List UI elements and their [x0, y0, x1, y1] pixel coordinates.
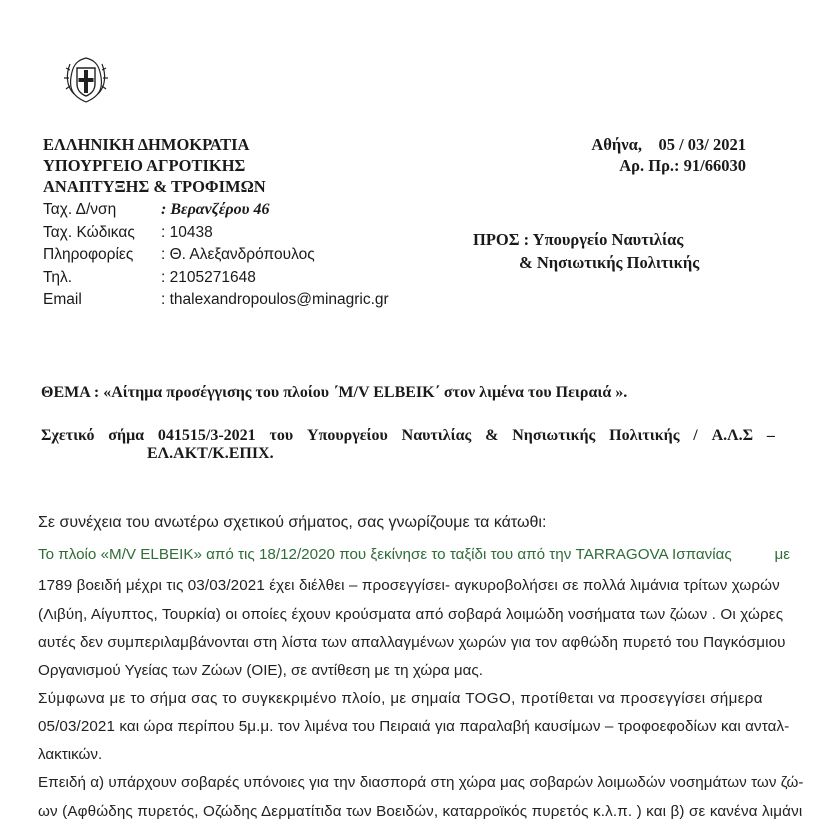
relation-word: 041515/3-2021 — [157, 427, 256, 444]
relation-word: Σχετικό — [41, 427, 95, 444]
detail-label: Πληροφορίες — [43, 246, 134, 263]
body-line: Επειδή α) υπάρχουν σοβαρές υπόνοιες για την διασπορά στη χώρα μας σοβαρών λοιμωδών νοσημάτων των ζώ- — [38, 774, 804, 791]
relation-word: Υπουργείου — [307, 427, 388, 444]
greek-coat-of-arms-icon — [58, 50, 114, 106]
body-line: Οργανισμού Υγείας των Ζώων (ΟΙΕ), σε αντίθεση με τη χώρα μας. — [38, 662, 483, 679]
detail-value: : 10438 — [161, 223, 213, 241]
date-block — [580, 134, 746, 176]
sender-line: ΑΝΑΠΤΥΞΗΣ & ΤΡΟΦΙΜΩΝ — [43, 177, 266, 196]
body-text: με — [774, 546, 790, 563]
detail-label: Email — [43, 291, 82, 308]
relation-word: Νησιωτικής — [512, 427, 596, 444]
relation-word: / — [693, 427, 698, 444]
body-line: ων (Αφθώδης πυρετός, Οζώδης Δερματίτιδα των Βοειδών, καταρροϊκός πυρετός κ.λ.π. ) και β) σε κανένα λιμάνι — [38, 803, 803, 820]
detail-label: Ταχ. Κώδικας — [43, 223, 135, 241]
relation-line — [41, 427, 775, 445]
relation-word: Πολιτικής — [609, 427, 680, 444]
detail-label: Τηλ. — [43, 268, 73, 286]
sender-line: ΕΛΛΗΝΙΚΗ ΔΗΜΟΚΡΑΤΙΑ — [43, 135, 250, 154]
relation-word: Α.Λ.Σ — [711, 427, 754, 444]
detail-value: : Βερανζέρου 46 — [161, 201, 270, 218]
relation-line: ΕΛ.ΑΚΤ/Κ.ΕΠΙΧ. — [147, 445, 274, 462]
recipient-block — [473, 228, 699, 274]
email-value: : thalexandropoulos@minagric.gr — [161, 291, 389, 308]
body-line: Σύμφωνα με το σήμα σας το συγκεκριμένο πλοίο, με σημαία TOGO, προτίθεται να προσεγγίσει σήμερα — [38, 690, 763, 707]
detail-value: : 2105271648 — [161, 268, 256, 286]
detail-row — [43, 222, 389, 245]
contact-details — [43, 199, 389, 312]
body-intro: Σε συνέχεια του ανωτέρω σχετικού σήματος, σας γνωρίζουμε τα κάτωθι: — [38, 514, 547, 531]
protocol-number: Αρ. Πρ.: 91/66030 — [619, 156, 746, 175]
body-line: (Λιβύη, Αίγυπτος, Τουρκία) οι οποίες έχουν κρούσματα από σοβαρά λοιμώδη νοσήματα των ζώων . Οι χώρες — [38, 606, 784, 623]
relation-word: Ναυτιλίας — [401, 427, 472, 444]
recipient-line: ΠΡΟΣ : Υπουργείο Ναυτιλίας — [473, 230, 684, 249]
body-line — [38, 546, 790, 563]
detail-row — [43, 289, 389, 312]
relation-word: σήμα — [108, 427, 145, 444]
body-text: Το πλοίο «M/V ELBEIK» από τις 18/12/2020 που ξεκίνησε το ταξίδι του από την TARRAGOVA Ισπανίας — [38, 546, 732, 563]
sender-block — [43, 134, 266, 197]
subject-line: ΘΕΜΑ : «Αίτημα προσέγγισης του πλοίου ΄M/V ELBEIK΄ στον λιμένα του Πειραιά ». — [41, 384, 628, 401]
body-line: αυτές δεν συμπεριλαμβάνονται στη λίστα των απαλλαγμένων χωρών για τον αφθώδη πυρετό του Παγκόσμιου — [38, 634, 786, 651]
relation-word: του — [269, 427, 294, 444]
date-line: Αθήνα, 05 / 03/ 2021 — [591, 135, 746, 154]
body-line: 05/03/2021 και ώρα περίπου 5μ.μ. τον λιμένα του Πειραιά για παραλαβή καυσίμων – τροφοεφοδίων και ανταλ- — [38, 718, 790, 735]
body-line: 1789 βοειδή μέχρι τις 03/03/2021 έχει διέλθει – προσεγγίσει- αγκυροβολήσει σε πολλά λιμάνια τρίτων χωρών — [38, 577, 780, 594]
detail-row — [43, 199, 389, 222]
detail-row — [43, 244, 389, 267]
detail-row — [43, 267, 389, 290]
relation-word: – — [766, 427, 775, 444]
relation-word: & — [485, 427, 499, 444]
detail-value: : Θ. Αλεξανδρόπουλος — [161, 246, 315, 263]
recipient-line: & Νησιωτικής Πολιτικής — [519, 253, 700, 272]
relation-block — [41, 427, 775, 463]
detail-label: Ταχ. Δ/νση — [43, 201, 117, 218]
body-line: λακτικών. — [38, 746, 103, 763]
sender-line: ΥΠΟΥΡΓΕΙΟ ΑΓΡΟΤΙΚΗΣ — [43, 156, 246, 175]
